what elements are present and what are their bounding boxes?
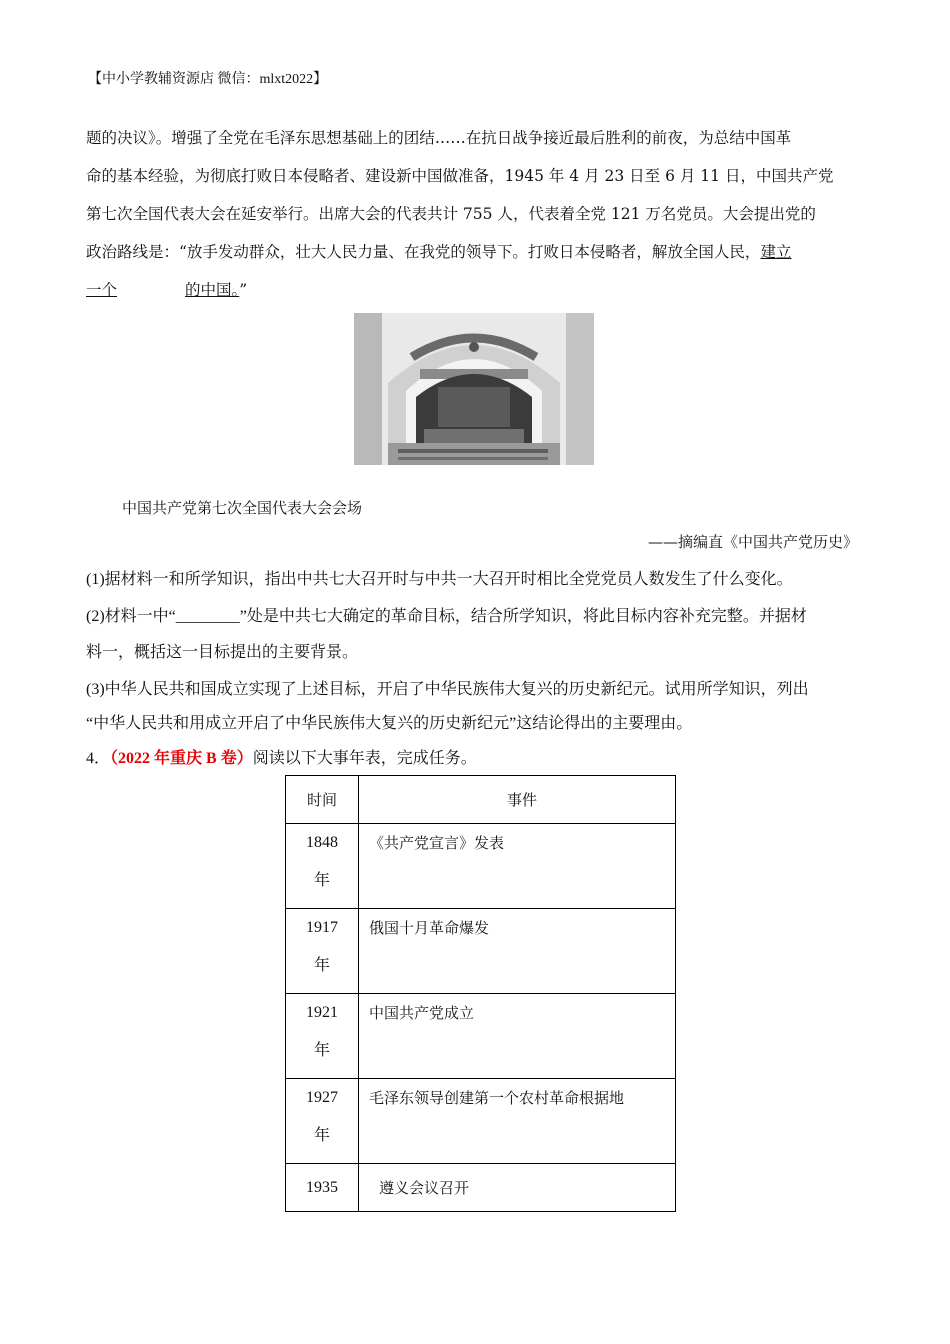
table-row (286, 994, 676, 1079)
source-citation: ——摘编直《中国共产党历史》 (647, 533, 858, 551)
table-row (286, 824, 676, 909)
question-4 (86, 745, 477, 768)
event-cell: 遵义会议召开 (359, 1164, 676, 1212)
passage-line (86, 278, 247, 300)
table-header-row (286, 776, 676, 824)
header-event: 事件 (359, 776, 676, 824)
question-2-cont: 料一，概括这一目标提出的主要背景。 (86, 644, 359, 661)
passage-line: 题的决议》。增强了全党在毛泽东思想基础上的团结……在抗日战争接近最后胜利的前夜，为总结中国革 (86, 129, 792, 147)
question-1: (1)据材料一和所学知识，指出中共七大召开时与中共一大召开时相比全党党员人数发生了什么变化。 (86, 571, 793, 588)
passage-line: 第七次全国代表大会在延安举行。出席大会的代表共计 755 人，代表着全党 121 万名党员。大会提出党的 (86, 205, 816, 223)
year-cell: 1917 年 (286, 909, 359, 994)
photo-caption: 中国共产党第七次全国代表大会会场 (122, 499, 363, 517)
table-row (286, 909, 676, 994)
table-row (286, 1079, 676, 1164)
timeline-table (285, 775, 676, 1212)
year-cell: 1935 (286, 1164, 359, 1212)
congress-hall-photo (354, 313, 594, 465)
event-cell: 俄国十月革命爆发 (359, 909, 676, 994)
year-cell: 1848 年 (286, 824, 359, 909)
table-row (286, 1164, 676, 1212)
material-passage (86, 126, 866, 306)
underlined-text: 建立 (760, 243, 792, 261)
question-3: (3)中华人民共和国成立实现了上述目标，开启了中华民族伟大复兴的历史新纪元。试用所学知识，列出 (86, 681, 809, 698)
passage-line: 命的基本经验，为彻底打败日本侵略者、建设新中国做准备，1945 年 4 月 23 日至 6 月 11 日，中国共产党 (86, 167, 834, 185)
page-header: 【中小学教辅资源店 微信：mlxt2022】 (88, 72, 328, 87)
photo-image (354, 313, 594, 465)
passage-line (86, 240, 791, 262)
event-cell: 《共产党宣言》发表 (359, 824, 676, 909)
question-prompt: 阅读以下大事年表，完成任务。 (252, 750, 477, 767)
question-2: (2)材料一中“________”处是中共七大确定的革命目标，结合所学知识，将此目标内容补充完整。并据材 (86, 608, 807, 625)
passage-line-text: 政治路线是：“放手发动群众，壮大人民力量、在我党的领导下。打败日本侵略者，解放全国人民， (86, 243, 761, 261)
closing-quote: ” (239, 281, 248, 299)
question-3-cont: “中华人民共和用成立开启了中华民族伟大复兴的历史新纪元”这结论得出的主要理由。 (86, 715, 693, 732)
event-cell: 中国共产党成立 (359, 994, 676, 1079)
event-cell: 毛泽东领导创建第一个农村革命根据地 (359, 1079, 676, 1164)
year-cell: 1927 年 (286, 1079, 359, 1164)
year-cell: 1921 年 (286, 994, 359, 1079)
exam-source-tag: （2022 年重庆 B 卷） (110, 750, 253, 767)
question-number: 4． (86, 750, 111, 767)
header-time: 时间 (286, 776, 359, 824)
underlined-text: 一个 的中国。 (86, 281, 240, 299)
